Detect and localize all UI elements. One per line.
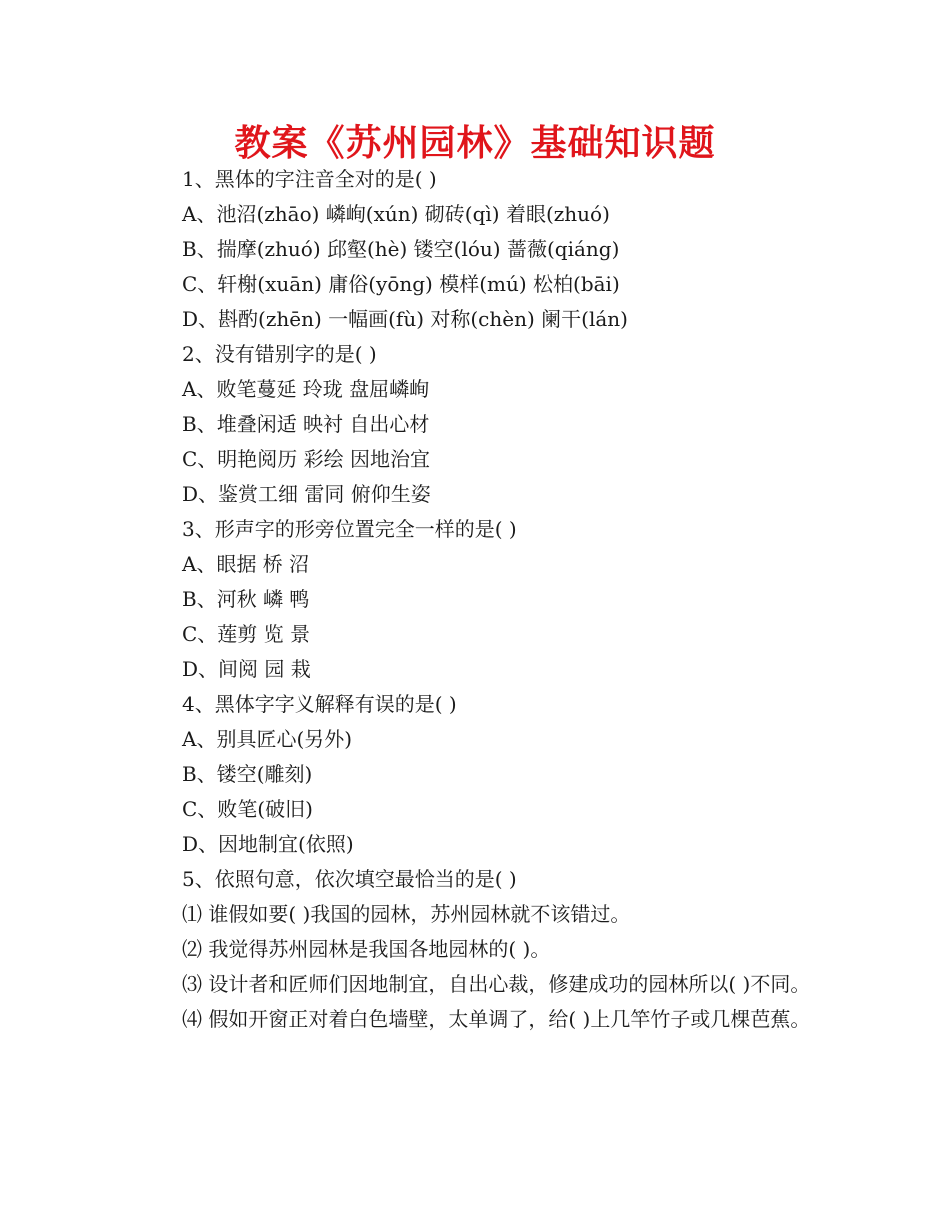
document-body <box>144 162 814 1037</box>
question-1-option-c: C、轩榭(xuān) 庸俗(yōng) 模样(mú) 松柏(bāi) <box>182 272 620 296</box>
document-title: 教案《苏州园林》基础知识题 <box>234 123 716 164</box>
question-4-stem: 4、黑体字字义解释有误的是( ) <box>182 692 457 716</box>
question-5-item-4: ⑷ 假如开窗正对着白色墙壁，太单调了，给( )上几竿竹子或几棵芭蕉。 <box>182 1007 811 1031</box>
question-3-option-a: A、眼据 桥 沼 <box>182 552 310 576</box>
question-3-option-b: B、河秋 嶙 鸭 <box>182 587 310 611</box>
question-1-option-b: B、揣摩(zhuó) 邱壑(hè) 镂空(lóu) 蔷薇(qiáng) <box>182 237 620 261</box>
question-4-option-d: D、因地制宜(依照) <box>182 832 354 856</box>
question-2-stem: 2、没有错别字的是( ) <box>182 342 377 366</box>
question-5-item-3: ⑶ 设计者和匠师们因地制宜，自出心裁，修建成功的园林所以( )不同。 <box>182 972 811 996</box>
question-1-stem: 1、黑体的字注音全对的是( ) <box>182 167 437 191</box>
question-2-option-d: D、鉴赏工细 雷同 俯仰生姿 <box>182 482 431 506</box>
question-4-option-b: B、镂空(雕刻) <box>182 762 313 786</box>
question-5-item-2: ⑵ 我觉得苏州园林是我国各地园林的( )。 <box>182 937 551 961</box>
question-2-option-a: A、败笔蔓延 玲珑 盘屈嶙峋 <box>182 377 430 401</box>
question-2-option-c: C、明艳阅历 彩绘 因地治宜 <box>182 447 431 471</box>
question-1-option-d: D、斟酌(zhēn) 一幅画(fù) 对称(chèn) 阑干(lán) <box>182 307 628 331</box>
question-4-option-c: C、败笔(破旧) <box>182 797 313 821</box>
question-3-option-d: D、间阅 园 栽 <box>182 657 311 681</box>
question-5-stem: 5、依照句意，依次填空最恰当的是( ) <box>182 867 517 891</box>
question-1-option-a: A、池沼(zhāo) 嶙峋(xún) 砌砖(qì) 着眼(zhuó) <box>182 202 610 226</box>
question-3-stem: 3、形声字的形旁位置完全一样的是( ) <box>182 517 517 541</box>
question-2-option-b: B、堆叠闲适 映衬 自出心材 <box>182 412 430 436</box>
question-4-option-a: A、别具匠心(另外) <box>182 727 353 751</box>
question-5-item-1: ⑴ 谁假如要( )我国的园林，苏州园林就不该错过。 <box>182 902 631 926</box>
question-3-option-c: C、莲剪 览 景 <box>182 622 311 646</box>
